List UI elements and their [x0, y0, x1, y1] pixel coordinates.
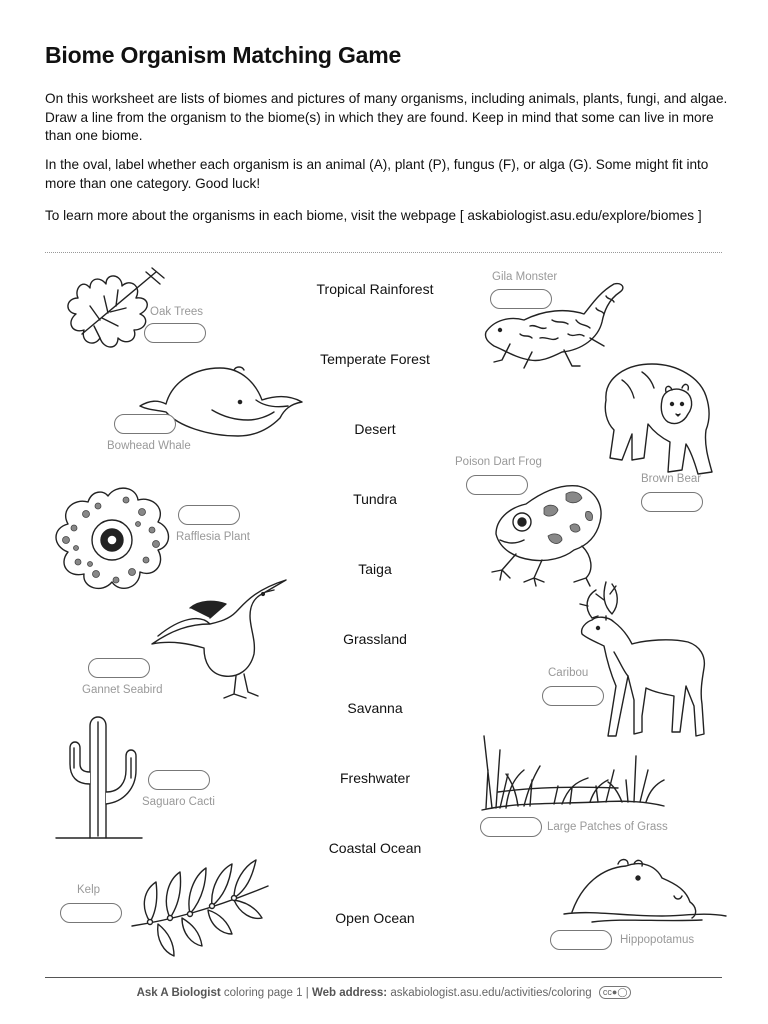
- biome-grassland: Grassland: [343, 631, 407, 647]
- organism-label-saguaro-cacti: Saguaro Cacti: [142, 796, 215, 808]
- page-title: Biome Organism Matching Game: [45, 42, 402, 68]
- organism-label-bowhead-whale: Bowhead Whale: [107, 440, 191, 452]
- grass-patches-illustration: [478, 730, 666, 816]
- organism-label-poison-dart-frog: Poison Dart Frog: [455, 456, 542, 468]
- answer-oval-bowhead-whale[interactable]: [114, 414, 176, 434]
- answer-oval-saguaro-cacti[interactable]: [148, 770, 210, 790]
- caribou-illustration: [576, 576, 716, 740]
- biome-savanna: Savanna: [347, 700, 403, 716]
- dotted-divider: [45, 252, 722, 253]
- biome-open-ocean: Open Ocean: [335, 910, 415, 926]
- hippopotamus-illustration: [562, 856, 728, 928]
- organism-label-hippopotamus: Hippopotamus: [620, 934, 695, 946]
- organism-label-brown-bear: Brown Bear: [641, 473, 702, 485]
- footer: [0, 986, 768, 999]
- answer-oval-kelp[interactable]: [60, 903, 122, 923]
- organism-label-gila-monster: Gila Monster: [492, 271, 558, 283]
- answer-oval-rafflesia-plant[interactable]: [178, 505, 240, 525]
- brown-bear-illustration: [592, 360, 722, 484]
- footer-rule: [45, 977, 722, 978]
- cc-by-nc-icon: cc●◯: [599, 986, 632, 999]
- poison-dart-frog-illustration: [486, 478, 612, 588]
- footer-web-label: Web address:: [311, 987, 388, 999]
- kelp-illustration: [130, 856, 272, 960]
- answer-oval-oak-trees[interactable]: [144, 323, 206, 343]
- organism-label-rafflesia-plant: Rafflesia Plant: [176, 531, 250, 543]
- answer-oval-hippopotamus[interactable]: [550, 930, 612, 950]
- organism-label-large-patches-of-grass: Large Patches of Grass: [547, 821, 668, 833]
- biome-taiga: Taiga: [358, 561, 392, 577]
- gila-monster-illustration: [480, 280, 630, 372]
- organism-label-oak-trees: Oak Trees: [150, 306, 204, 318]
- answer-oval-large-patches-of-grass[interactable]: [480, 817, 542, 837]
- biome-temperate-forest: Temperate Forest: [320, 351, 430, 367]
- organism-label-caribou: Caribou: [548, 667, 589, 679]
- biome-coastal-ocean: Coastal Ocean: [328, 840, 422, 856]
- footer-web-url[interactable]: askabiologist.asu.edu/activities/coloring: [390, 987, 592, 999]
- organism-label-gannet-seabird: Gannet Seabird: [82, 684, 163, 696]
- biome-freshwater: Freshwater: [339, 770, 411, 786]
- answer-oval-brown-bear[interactable]: [641, 492, 703, 512]
- saguaro-cactus-illustration: [54, 712, 144, 842]
- answer-oval-gannet-seabird[interactable]: [88, 658, 150, 678]
- biome-desert: Desert: [354, 421, 396, 437]
- intro-paragraph-1: On this worksheet are lists of biomes and pictures of many organisms, including animals, plants, fungi, and algae. Draw a line from the organism to the biome(s) in which they are found. Keep in mind that some can live in more than one biome.: [45, 91, 728, 143]
- footer-page: coloring page 1 |: [223, 987, 309, 999]
- intro-paragraph-3: To learn more about the organisms in each biome, visit the webpage [ askabiologist.asu.edu/explore/biomes ]: [45, 208, 702, 223]
- biome-tropical-rainforest: Tropical Rainforest: [316, 281, 434, 297]
- organism-label-kelp: Kelp: [77, 884, 101, 896]
- intro-paragraph-2: In the oval, label whether each organism is an animal (A), plant (P), fungus (F), or alga (G). Some might fit into more than one category. Good luck!: [45, 157, 709, 191]
- answer-oval-caribou[interactable]: [542, 686, 604, 706]
- footer-brand: Ask A Biologist: [136, 987, 221, 999]
- gannet-seabird-illustration: [150, 578, 290, 708]
- biome-tundra: Tundra: [353, 491, 397, 507]
